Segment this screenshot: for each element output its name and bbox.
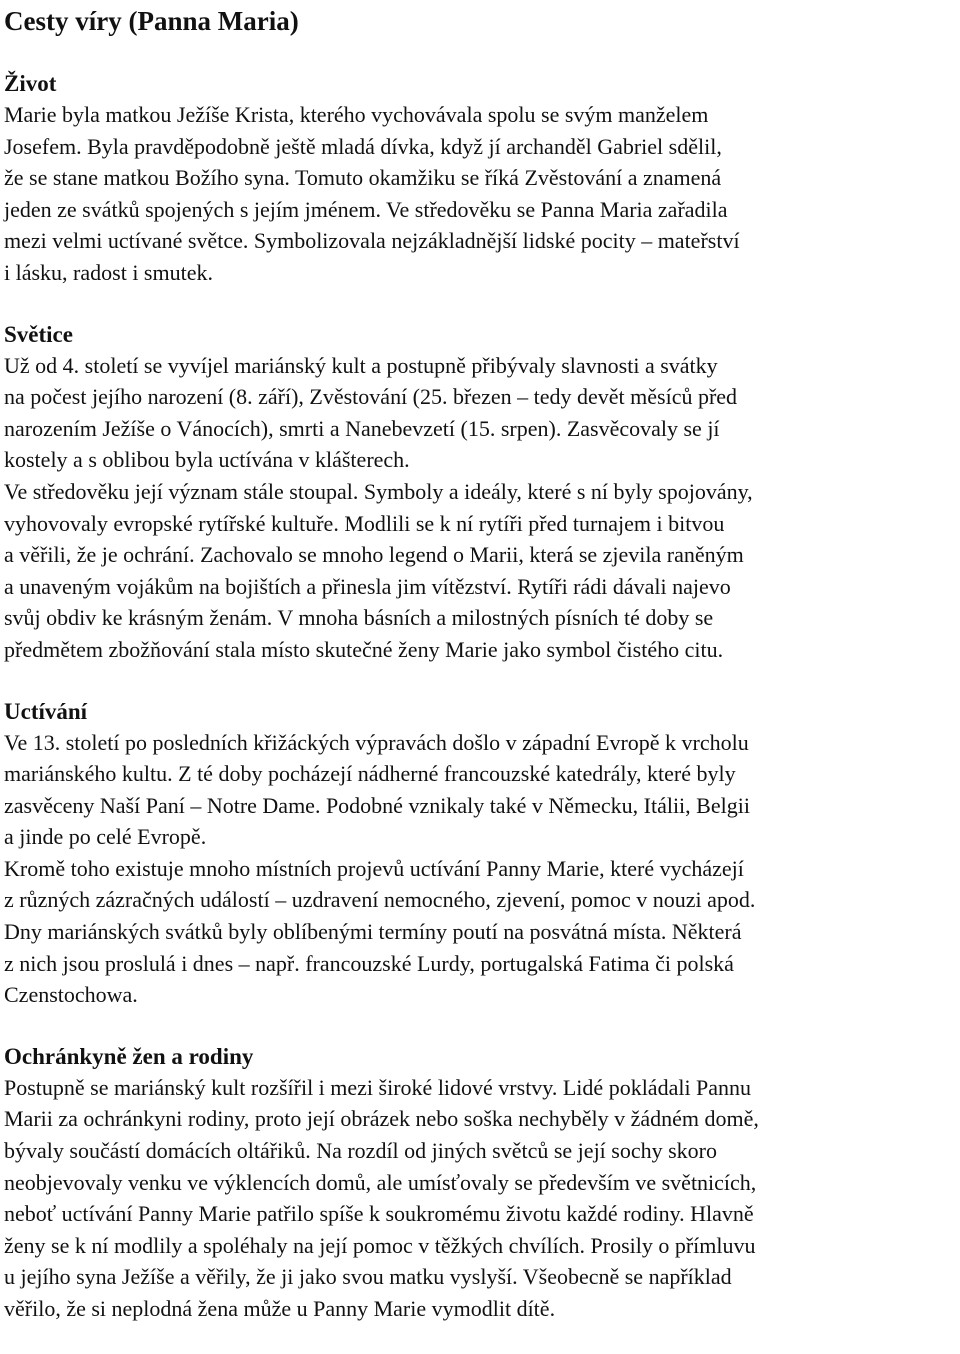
section: [4, 68, 944, 289]
text-line: Marie byla matkou Ježíše Krista, kterého vychovávala spolu se svým manželem: [4, 102, 709, 127]
text-line: jeden ze svátků spojených s jejím jménem. Ve středověku se Panna Maria zařadila: [4, 196, 728, 222]
text-line: z nich jsou proslulá i dnes – např. francouzské Lurdy, portugalská Fatima či polská: [4, 950, 734, 976]
text-line: a jinde po celé Evropě.: [4, 824, 207, 850]
text-line: narozením Ježíše o Vánocích), smrti a Nanebevzetí (15. srpen). Zasvěcovaly se jí: [4, 415, 720, 441]
section-heading: Uctívání: [4, 698, 88, 724]
text-line: předmětem zbožňování stala místo skutečné ženy Marie jako symbol čistého citu.: [4, 636, 724, 662]
text-line: Dny mariánských svátků byly oblíbenými termíny poutí na posvátná místa. Některá: [4, 919, 742, 945]
section-heading: Život: [4, 71, 57, 96]
text-line: Marii za ochránkyni rodiny, proto její obrázek nebo soška nechyběly v žádném domě,: [4, 1106, 759, 1132]
section-heading: Světice: [4, 321, 73, 347]
text-line: kostely a s oblibou byla uctívána v klášterech.: [4, 447, 410, 473]
text-line: bývaly součástí domácích oltářiků. Na rozdíl od jiných světců se její sochy skoro: [4, 1138, 718, 1164]
section-heading: Ochránkyně žen a rodiny: [4, 1043, 254, 1069]
section: [4, 696, 944, 1011]
section: [4, 1041, 944, 1325]
paragraph: [4, 1072, 944, 1325]
text-line: svůj obdiv ke krásným ženám. V mnoha básních a milostných písních té doby se: [4, 605, 714, 631]
text-line: neboť uctívání Panny Marie patřilo spíše k soukromému životu každé rodiny. Hlavně: [4, 1201, 754, 1227]
text-line: Ve středověku její význam stále stoupal. Symboly a ideály, které s ní byly spojovány,: [4, 478, 753, 504]
text-line: vyhovovaly evropské rytířské kultuře. Modlili se k ní rytíři před turnajem i bitvou: [4, 510, 725, 536]
document-title: Cesty víry (Panna Maria): [4, 6, 299, 36]
paragraph: [4, 476, 944, 666]
text-line: a věřili, že je ochrání. Zachovalo se mnoho legend o Marii, která se zjevila raněným: [4, 542, 744, 568]
text-line: zasvěceny Naší Paní – Notre Dame. Podobné vznikaly také v Německu, Itálii, Belgii: [4, 792, 750, 818]
text-line: z různých zázračných událostí – uzdravení nemocného, zjevení, pomoc v nouzi apod.: [4, 887, 756, 913]
text-line: u jejího syna Ježíše a věřily, že ji jako svou matku vyslyší. Všeobecně se například: [4, 1264, 732, 1290]
text-line: Czenstochowa.: [4, 982, 138, 1008]
section: [4, 319, 944, 666]
text-line: Ve 13. století po posledních křižáckých výpravách došlo v západní Evropě k vrcholu: [4, 729, 749, 755]
text-line: Kromě toho existuje mnoho místních projevů uctívání Panny Marie, které vycházejí: [4, 855, 744, 881]
text-line: ženy se k ní modlily a spoléhaly na její pomoc v těžkých chvílích. Prosily o přímluvu: [4, 1232, 756, 1258]
text-line: na počest jejího narození (8. září), Zvěstování (25. březen – tedy devět měsíců před: [4, 384, 738, 410]
text-line: že se stane matkou Božího syna. Tomuto okamžiku se říká Zvěstování a znamená: [4, 165, 722, 191]
document-body: [4, 68, 944, 1325]
text-line: Už od 4. století se vyvíjel mariánský kult a postupně přibývaly slavnosti a svátky: [4, 352, 718, 378]
text-line: a unaveným vojákům na bojištích a přinesla jim vítězství. Rytíři rádi dávali najevo: [4, 573, 731, 599]
text-line: věřilo, že si neplodná žena může u Panny Marie vymodlit dítě.: [4, 1296, 556, 1321]
paragraph: [4, 99, 944, 289]
paragraph: [4, 350, 944, 476]
paragraph: [4, 853, 944, 1011]
text-line: mariánského kultu. Z té doby pocházejí nádherné francouzské katedrály, které byly: [4, 761, 736, 787]
text-line: mezi velmi uctívané světce. Symbolizovala nejzákladnější lidské pocity – mateřství: [4, 228, 740, 254]
paragraph: [4, 727, 944, 853]
text-line: Postupně se mariánský kult rozšířil i mezi široké lidové vrstvy. Lidé pokládali Pannu: [4, 1074, 752, 1100]
text-line: i lásku, radost i smutek.: [4, 259, 213, 285]
text-line: Josefem. Byla pravděpodobně ještě mladá dívka, když jí archanděl Gabriel sdělil,: [4, 133, 722, 159]
text-line: neobjevovaly venku ve výklencích domů, ale umísťovaly se především ve světnicích,: [4, 1169, 757, 1195]
document-page: [4, 0, 944, 1325]
